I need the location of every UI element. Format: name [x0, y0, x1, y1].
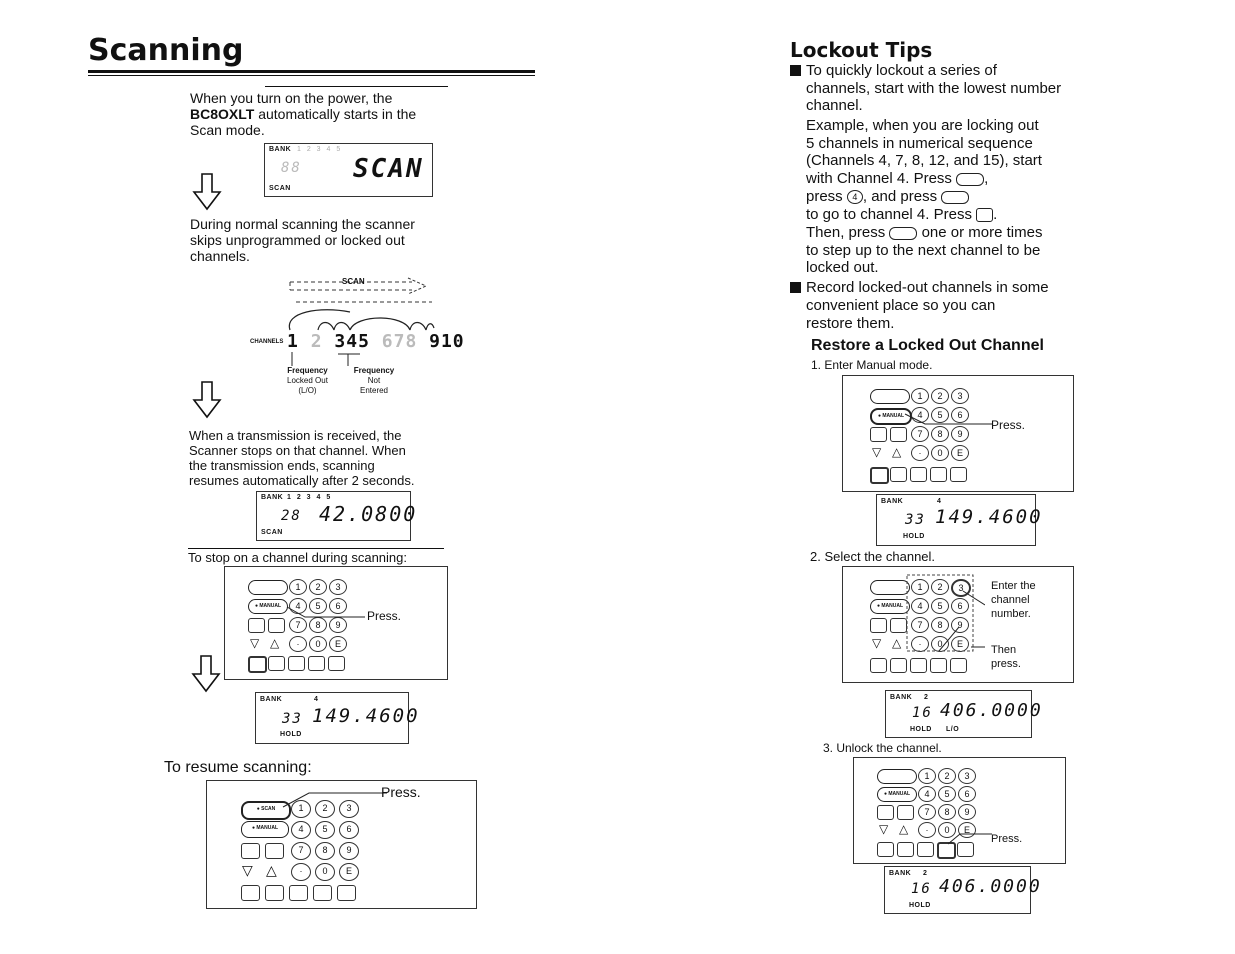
- func-key[interactable]: [890, 467, 907, 482]
- tip2-text-2: convenient place so you can: [806, 297, 996, 314]
- tip1-text-3: channel.: [806, 97, 863, 114]
- scan-key[interactable]: [870, 389, 910, 404]
- example-text-2: 5 channels in numerical sequence: [806, 135, 1033, 152]
- channel-6: 6: [381, 331, 394, 352]
- key-2[interactable]: 2: [309, 579, 327, 595]
- key-7[interactable]: 7: [291, 842, 311, 860]
- label-not-entered: [348, 366, 400, 396]
- transmission-text-3: the transmission ends, scanning: [189, 458, 375, 473]
- func-key[interactable]: [289, 885, 308, 901]
- lcd-channel-digits: 88: [281, 160, 302, 176]
- stop-rule: [188, 548, 444, 549]
- lcd-mode-label: SCAN: [261, 529, 283, 536]
- manual-key[interactable]: ● MANUAL: [870, 408, 912, 425]
- pointer-line: [279, 787, 389, 811]
- lcd-display-hold: [255, 692, 420, 744]
- func-key[interactable]: [917, 842, 934, 857]
- keypad-step3: [853, 757, 1066, 864]
- then-press-label: [991, 643, 1021, 671]
- key-1[interactable]: 1: [289, 579, 307, 595]
- normal-scan-text-3: channels.: [190, 248, 250, 264]
- example-text-7: [806, 224, 1042, 241]
- label-locked-2: Locked Out: [287, 376, 328, 385]
- key-6[interactable]: 6: [329, 598, 347, 614]
- example-text-8: to step up to the next channel to be: [806, 242, 1041, 259]
- manual-key-inline: [889, 227, 917, 240]
- key-7[interactable]: 7: [911, 617, 929, 633]
- digit-keys-outline: [905, 571, 985, 655]
- up-triangle-icon[interactable]: △: [892, 636, 902, 650]
- func-key[interactable]: [910, 467, 927, 482]
- func-key[interactable]: [870, 467, 889, 484]
- key-6[interactable]: 6: [339, 821, 359, 839]
- up-triangle-icon[interactable]: △: [266, 862, 277, 878]
- press-label: Press.: [991, 418, 1026, 432]
- example-text-1: Example, when you are locking out: [806, 117, 1039, 134]
- key-3[interactable]: 3: [329, 579, 347, 595]
- key-e[interactable]: E: [958, 822, 976, 838]
- keypad-step1: [842, 375, 1074, 492]
- press-label: Press.: [381, 784, 421, 800]
- key-3[interactable]: 3: [951, 388, 969, 404]
- key-7[interactable]: 7: [918, 804, 936, 820]
- lcd-mode-label: HOLD: [280, 731, 302, 738]
- step3-text: 3. Unlock the channel.: [823, 741, 942, 755]
- key-7[interactable]: 7: [289, 617, 307, 633]
- scan-key[interactable]: [248, 580, 288, 595]
- lockout-tips-title: Lockout Tips: [790, 38, 933, 62]
- intro-text-2-rest: automatically starts in the: [254, 106, 417, 122]
- func-key[interactable]: [313, 885, 332, 901]
- lcd-bank-number: 4: [314, 696, 319, 703]
- key-0[interactable]: 0: [315, 863, 335, 881]
- key-9[interactable]: 9: [339, 842, 359, 860]
- lcd-frequency: 149.4600: [935, 506, 1043, 528]
- func-key[interactable]: [265, 843, 284, 859]
- pointer-line: [285, 603, 365, 623]
- restore-heading: Restore a Locked Out Channel: [811, 337, 1044, 354]
- key-1[interactable]: 1: [291, 800, 311, 818]
- key-9[interactable]: 9: [329, 617, 347, 633]
- resume-heading: To resume scanning:: [164, 759, 312, 776]
- lcd-display-unlocked: [884, 866, 1042, 914]
- lcd-display-scan-stop: [256, 491, 418, 541]
- example-goto: to go to channel 4. Press: [806, 206, 972, 223]
- example-text-5: [806, 188, 969, 205]
- title-rule-thin: [88, 75, 535, 76]
- down-triangle-icon[interactable]: ▽: [250, 636, 260, 650]
- transmission-text-1: When a transmission is received, the: [189, 428, 402, 443]
- lcd-display-hold: [876, 494, 1043, 546]
- key-8[interactable]: 8: [309, 617, 327, 633]
- step2-text: 2. Select the channel.: [810, 549, 936, 564]
- lcd-bank-label: BANK: [269, 146, 292, 153]
- down-arrow-icon: [190, 654, 222, 694]
- func-key[interactable]: [897, 805, 914, 820]
- key-0[interactable]: 0: [938, 822, 956, 838]
- key-5[interactable]: 5: [315, 821, 335, 839]
- lcd-channel-digits: 33: [282, 711, 303, 727]
- lcd-bank-number: 2: [923, 870, 928, 877]
- key-e[interactable]: E: [329, 636, 347, 652]
- bullet-icon: [790, 282, 801, 293]
- key-2[interactable]: 2: [931, 388, 949, 404]
- func-key[interactable]: [288, 656, 305, 671]
- manual-key[interactable]: ● MANUAL: [248, 599, 288, 614]
- lcd-frequency: 406.0000: [940, 700, 1043, 721]
- model-name: BC8OXLT: [190, 106, 255, 122]
- key-6[interactable]: 6: [951, 598, 969, 614]
- down-triangle-icon[interactable]: ▽: [879, 822, 889, 836]
- scan-key[interactable]: [877, 769, 917, 784]
- func-key[interactable]: [268, 618, 285, 633]
- key-8[interactable]: 8: [938, 804, 956, 820]
- down-triangle-icon[interactable]: ▽: [872, 445, 882, 459]
- example-and-press: , and press: [862, 188, 938, 205]
- key-e[interactable]: E: [951, 636, 969, 652]
- key-dot[interactable]: ·: [918, 822, 936, 838]
- key-2[interactable]: 2: [938, 768, 956, 784]
- lcd-display-lockout: [885, 690, 1043, 738]
- scan-key[interactable]: [870, 580, 910, 595]
- key-2[interactable]: 2: [931, 579, 949, 595]
- down-triangle-icon[interactable]: ▽: [242, 862, 253, 878]
- func-key[interactable]: [877, 805, 894, 820]
- lcd-mode-label: HOLD: [909, 902, 931, 909]
- scan-label: SCAN: [342, 277, 365, 286]
- key-3[interactable]: 3: [951, 579, 971, 597]
- func-key[interactable]: [268, 656, 285, 671]
- key-0[interactable]: 0: [309, 636, 327, 652]
- label-not-entered-1: Frequency: [353, 366, 395, 375]
- key-4[interactable]: 4: [289, 598, 307, 614]
- key-9[interactable]: 9: [951, 617, 969, 633]
- keypad-step2: [842, 566, 1074, 683]
- keypad-resume: [206, 780, 477, 909]
- lcd-mode-label: HOLD: [903, 533, 925, 540]
- key-e[interactable]: E: [339, 863, 359, 881]
- intro-text-1: When you turn on the power, the: [190, 90, 393, 106]
- lcd-main-text: SCAN: [353, 154, 424, 184]
- enter-channel-3: number.: [991, 608, 1031, 620]
- step1-text: 1. Enter Manual mode.: [811, 358, 933, 372]
- transmission-text-4: resumes automatically after 2 seconds.: [189, 473, 415, 488]
- up-triangle-icon[interactable]: △: [270, 636, 280, 650]
- example-text-6: to go to channel 4. Press .: [806, 206, 998, 223]
- up-triangle-icon[interactable]: △: [892, 445, 902, 459]
- channel-10: 10: [440, 331, 465, 352]
- key-8[interactable]: 8: [315, 842, 335, 860]
- lcd-bank-label: BANK: [881, 498, 904, 505]
- enter-channel-2: channel: [991, 594, 1030, 606]
- lcd-bank-number: 4: [937, 498, 942, 505]
- func-key[interactable]: [870, 618, 887, 633]
- key-5[interactable]: 5: [309, 598, 327, 614]
- pointer-line: [903, 410, 993, 430]
- lcd-frequency: 149.4600: [312, 705, 420, 727]
- lcd-bank-numbers: 1 2 3 4 5: [297, 146, 343, 153]
- label-locked-1: Frequency: [287, 366, 328, 375]
- func-key[interactable]: [890, 658, 907, 673]
- key-0[interactable]: 0: [931, 636, 949, 652]
- then-press-2: press.: [991, 658, 1021, 670]
- lcd-bank-label: BANK: [889, 870, 912, 877]
- label-not-entered-3: Entered: [359, 386, 389, 395]
- key-4[interactable]: 4: [911, 598, 929, 614]
- lcd-channel-digits: 16: [911, 881, 932, 897]
- example-text-4: with Channel 4. Press ,: [806, 170, 989, 187]
- label-locked-out: [280, 366, 335, 396]
- channel-2: 2: [310, 331, 323, 352]
- channel-numbers: [287, 331, 465, 352]
- lcd-mode-label: HOLD: [910, 726, 932, 733]
- channel-1: 1: [287, 331, 299, 352]
- lcd-bank-label: BANK: [261, 494, 284, 501]
- down-arrow-icon: [191, 172, 223, 212]
- lcd-bank-label: BANK: [890, 694, 913, 701]
- func-key[interactable]: [877, 842, 894, 857]
- key-5[interactable]: 5: [938, 786, 956, 802]
- intro-text-2: [190, 106, 416, 122]
- label-not-entered-2: Not: [367, 376, 381, 385]
- tip1-text-1: To quickly lockout a series of: [806, 62, 997, 79]
- example-then: Then, press: [806, 224, 886, 241]
- manual-key-inline: [956, 173, 984, 186]
- key-3[interactable]: 3: [958, 768, 976, 784]
- key-e[interactable]: E: [951, 445, 969, 461]
- func-key[interactable]: [241, 885, 260, 901]
- press-label: Press.: [991, 833, 1023, 845]
- key-5[interactable]: 5: [931, 407, 949, 423]
- key-dot[interactable]: ·: [289, 636, 307, 652]
- channel-4: 4: [346, 331, 359, 352]
- example-then-rest: one or more times: [921, 224, 1043, 241]
- key-dot[interactable]: ·: [911, 636, 929, 652]
- manual-key[interactable]: ● MANUAL: [877, 787, 917, 802]
- key-4[interactable]: 4: [918, 786, 936, 802]
- func-key[interactable]: [308, 656, 325, 671]
- normal-scan-text-2: skips unprogrammed or locked out: [190, 232, 405, 248]
- channel-8: 8: [405, 331, 418, 352]
- key-5[interactable]: 5: [931, 598, 949, 614]
- func-key[interactable]: [265, 885, 284, 901]
- tip2-text-3: restore them.: [806, 315, 895, 332]
- func-key[interactable]: [910, 658, 927, 673]
- key-9[interactable]: 9: [951, 426, 969, 442]
- key-7[interactable]: 7: [911, 426, 929, 442]
- channel-7: 7: [393, 331, 406, 352]
- func-key[interactable]: [241, 843, 260, 859]
- func-key[interactable]: [930, 467, 947, 482]
- channel-9: 9: [429, 331, 441, 352]
- lcd-display-scan: [264, 143, 433, 197]
- bullet-icon: [790, 65, 801, 76]
- stop-heading: To stop on a channel during scanning:: [188, 550, 407, 565]
- lcd-bank-label: BANK: [260, 696, 283, 703]
- channel-5: 5: [358, 331, 370, 352]
- pointer-line: [946, 830, 992, 846]
- lcd-channel-digits: 16: [912, 705, 933, 721]
- lcd-bank-number: 2: [924, 694, 929, 701]
- keypad-stop: [224, 566, 448, 680]
- enter-channel-1: Enter the: [991, 580, 1036, 592]
- press-label: Press.: [367, 609, 402, 623]
- channels-label: CHANNELS: [250, 339, 284, 345]
- down-arrow-icon: [191, 380, 223, 420]
- channel-3: 3: [334, 331, 347, 352]
- lcd-bank-numbers: 1 2 3 4 5: [287, 494, 333, 501]
- key-6[interactable]: 6: [958, 786, 976, 802]
- down-triangle-icon[interactable]: ▽: [872, 636, 882, 650]
- key-3[interactable]: 3: [339, 800, 359, 818]
- example-text-9: locked out.: [806, 259, 879, 276]
- func-key[interactable]: [328, 656, 345, 671]
- lcd-mode-label: SCAN: [269, 185, 291, 192]
- key-6[interactable]: 6: [951, 407, 969, 423]
- func-key[interactable]: [248, 656, 267, 673]
- func-key[interactable]: [930, 658, 947, 673]
- func-key[interactable]: [337, 885, 356, 901]
- key-dot[interactable]: ·: [291, 863, 311, 881]
- tip1-text-2: channels, start with the lowest number: [806, 80, 1062, 97]
- lcd-channel-digits: 28: [281, 508, 302, 524]
- lo-key-inline: [976, 208, 993, 222]
- title-rule-thick: [88, 70, 535, 73]
- key-9[interactable]: 9: [958, 804, 976, 820]
- key-1[interactable]: 1: [911, 579, 929, 595]
- example-text-3: (Channels 4, 7, 8, 12, and 15), start: [806, 152, 1042, 169]
- normal-scan-text-1: During normal scanning the scanner: [190, 216, 415, 232]
- func-key[interactable]: [870, 658, 887, 673]
- key-8[interactable]: 8: [931, 617, 949, 633]
- manual-key[interactable]: ● MANUAL: [241, 821, 289, 838]
- manual-key-inline: [941, 191, 969, 204]
- key-8[interactable]: 8: [931, 426, 949, 442]
- func-key[interactable]: [950, 467, 967, 482]
- key-4[interactable]: 4: [291, 821, 311, 839]
- lcd-channel-digits: 33: [905, 512, 926, 528]
- key-4-inline: 4: [847, 190, 863, 204]
- example-press: press: [806, 188, 843, 205]
- up-triangle-icon[interactable]: △: [899, 822, 909, 836]
- lcd-frequency: 42.0800: [319, 502, 418, 526]
- key-1[interactable]: 1: [918, 768, 936, 784]
- transmission-text-2: Scanner stops on that channel. When: [189, 443, 406, 458]
- func-key[interactable]: [897, 842, 914, 857]
- key-4[interactable]: 4: [911, 407, 929, 423]
- intro-rule: [265, 86, 448, 87]
- func-key[interactable]: [950, 658, 967, 673]
- key-1[interactable]: 1: [911, 388, 929, 404]
- example-with: with Channel 4. Press: [806, 170, 952, 187]
- func-key[interactable]: [248, 618, 265, 633]
- lcd-lo-label: L/O: [946, 726, 960, 733]
- page-title-scanning: Scanning: [88, 33, 244, 68]
- key-dot[interactable]: ·: [911, 445, 929, 461]
- manual-key[interactable]: ● MANUAL: [870, 599, 910, 614]
- func-key[interactable]: [870, 427, 887, 442]
- intro-text-3: Scan mode.: [190, 122, 265, 138]
- then-press-1: Then: [991, 644, 1017, 656]
- enter-channel-label: [991, 579, 1036, 621]
- scan-key[interactable]: ● SCAN: [241, 801, 291, 820]
- lcd-frequency: 406.0000: [939, 876, 1042, 897]
- key-0[interactable]: 0: [931, 445, 949, 461]
- tip2-text-1: Record locked-out channels in some: [806, 279, 1049, 296]
- label-locked-3: (L/O): [298, 386, 317, 395]
- key-2[interactable]: 2: [315, 800, 335, 818]
